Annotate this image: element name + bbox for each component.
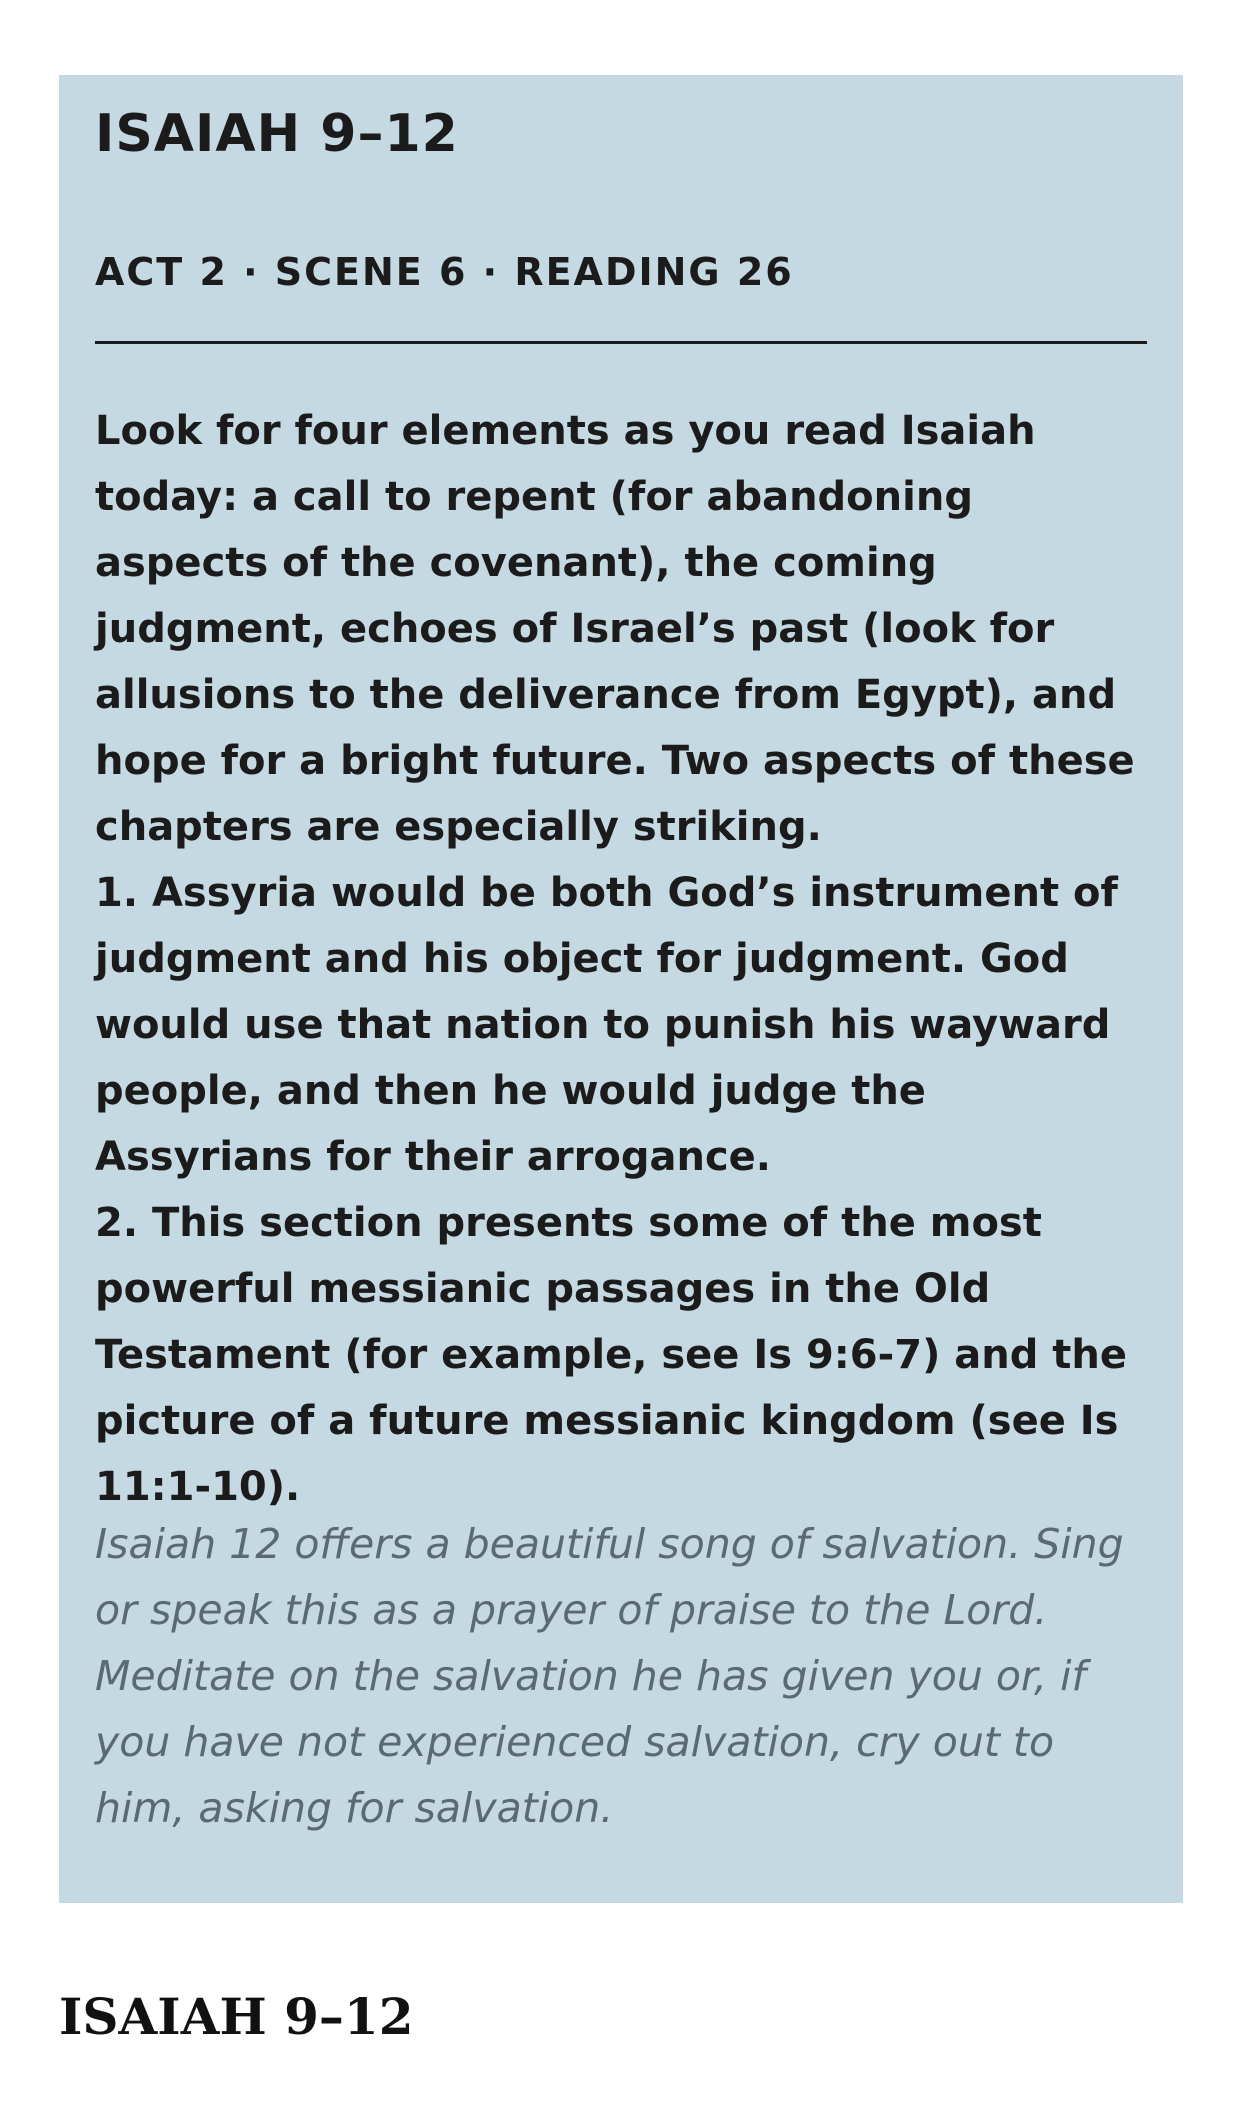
reading-card [59,75,1183,1903]
point-two-paragraph: 2. This section presents some of the most powerful messianic passages in the Old Testament (for example, see Is 9:6-7) and the picture of a future messianic kingdom (see Is 11:1-10). [95,1200,1128,1510]
card-subtitle: ACT 2 · SCENE 6 · READING 26 [95,250,794,294]
intro-paragraph: Look for four elements as you read Isaiah today: a call to repent (for abandoning aspects of the covenant), the coming judgment, echoes of Israel’s past (look for allusions to the deliverance from Egypt), and hope for a bright future. Two aspects of these chapters are especially striking. [95,408,1135,850]
reading-intro [95,398,1155,1520]
point-one-paragraph: 1. Assyria would be both God’s instrument of judgment and his object for judgment. God would use that nation to punish his wayward people, and then he would judge the Assyrians for their arrogance. [95,870,1118,1180]
section-heading: ISAIAH 9–12 [59,1987,414,2046]
reflection-text: Isaiah 12 offers a beautiful song of salvation. Sing or speak this as a prayer of praise to the Lord. Meditate on the salvation he has given you or, if you have not experienced salvation, cry out to him, asking for salvation. [95,1520,1124,1832]
card-title: ISAIAH 9–12 [95,104,459,164]
divider [95,341,1147,344]
